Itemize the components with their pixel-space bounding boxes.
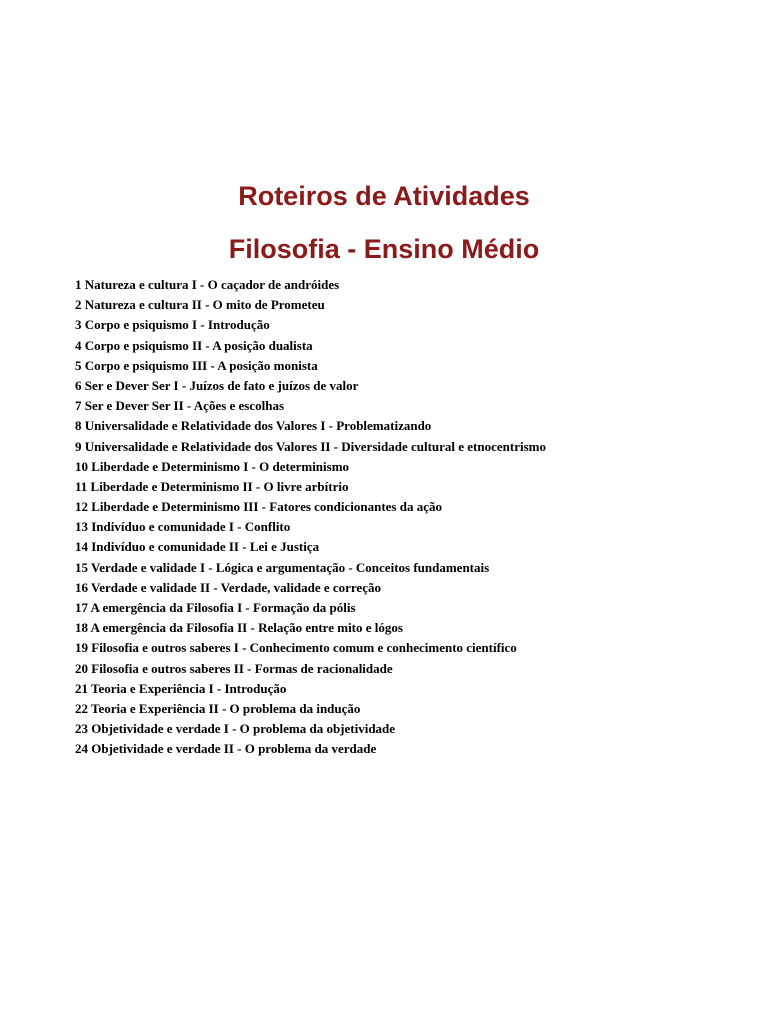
activity-list-item: 9 Universalidade e Relatividade dos Valores II - Diversidade cultural e etnocentrismo (75, 438, 546, 454)
activity-list-item: 6 Ser e Dever Ser I - Juízos de fato e juízos de valor (75, 377, 359, 393)
activity-list-item: 21 Teoria e Experiência I - Introdução (75, 680, 287, 696)
activity-list-item: 7 Ser e Dever Ser II - Ações e escolhas (75, 398, 285, 414)
activity-list-item: 12 Liberdade e Determinismo III - Fatores condicionantes da ação (75, 499, 442, 515)
activity-list-item: 11 Liberdade e Determinismo II - O livre arbítrio (75, 478, 349, 494)
activity-list-item: 3 Corpo e psiquismo I - Introdução (75, 317, 270, 333)
activity-list-item: 14 Indivíduo e comunidade II - Lei e Justiça (75, 539, 320, 555)
activity-list-item: 16 Verdade e validade II - Verdade, validade e correção (75, 579, 381, 595)
activity-list-item: 13 Indivíduo e comunidade I - Conflito (75, 519, 291, 535)
activity-list-item: 2 Natureza e cultura II - O mito de Prometeu (75, 297, 325, 313)
activity-list-item: 18 A emergência da Filosofia II - Relação entre mito e lógos (75, 620, 403, 636)
activity-list-item: 5 Corpo e psiquismo III - A posição monista (75, 357, 318, 373)
activity-list-item: 23 Objetividade e verdade I - O problema da objetividade (75, 721, 396, 737)
activity-list-item: 17 A emergência da Filosofia I - Formação da pólis (75, 600, 356, 615)
activity-list-item: 4 Corpo e psiquismo II - A posição dualista (75, 337, 313, 353)
activity-list-item: 19 Filosofia e outros saberes I - Conhecimento comum e conhecimento científico (75, 640, 517, 656)
activity-list-item: 10 Liberdade e Determinismo I - O determinismo (75, 458, 350, 474)
document-title: Roteiros de Atividades (238, 181, 530, 211)
activity-list (75, 275, 715, 760)
document-subtitle: Filosofia - Ensino Médio (228, 234, 540, 264)
activity-list-item: 8 Universalidade e Relatividade dos Valores I - Problematizando (75, 418, 432, 434)
activity-list-item: 15 Verdade e validade I - Lógica e argumentação - Conceitos fundamentais (75, 559, 490, 575)
activity-list-item: 24 Objetividade e verdade II - O problema da verdade (75, 741, 377, 757)
activity-list-item: 22 Teoria e Experiência II - O problema da indução (75, 700, 361, 716)
activity-list-item: 20 Filosofia e outros saberes II - Formas de racionalidade (75, 660, 393, 676)
activity-list-item: 1 Natureza e cultura I - O caçador de andróides (75, 277, 340, 292)
